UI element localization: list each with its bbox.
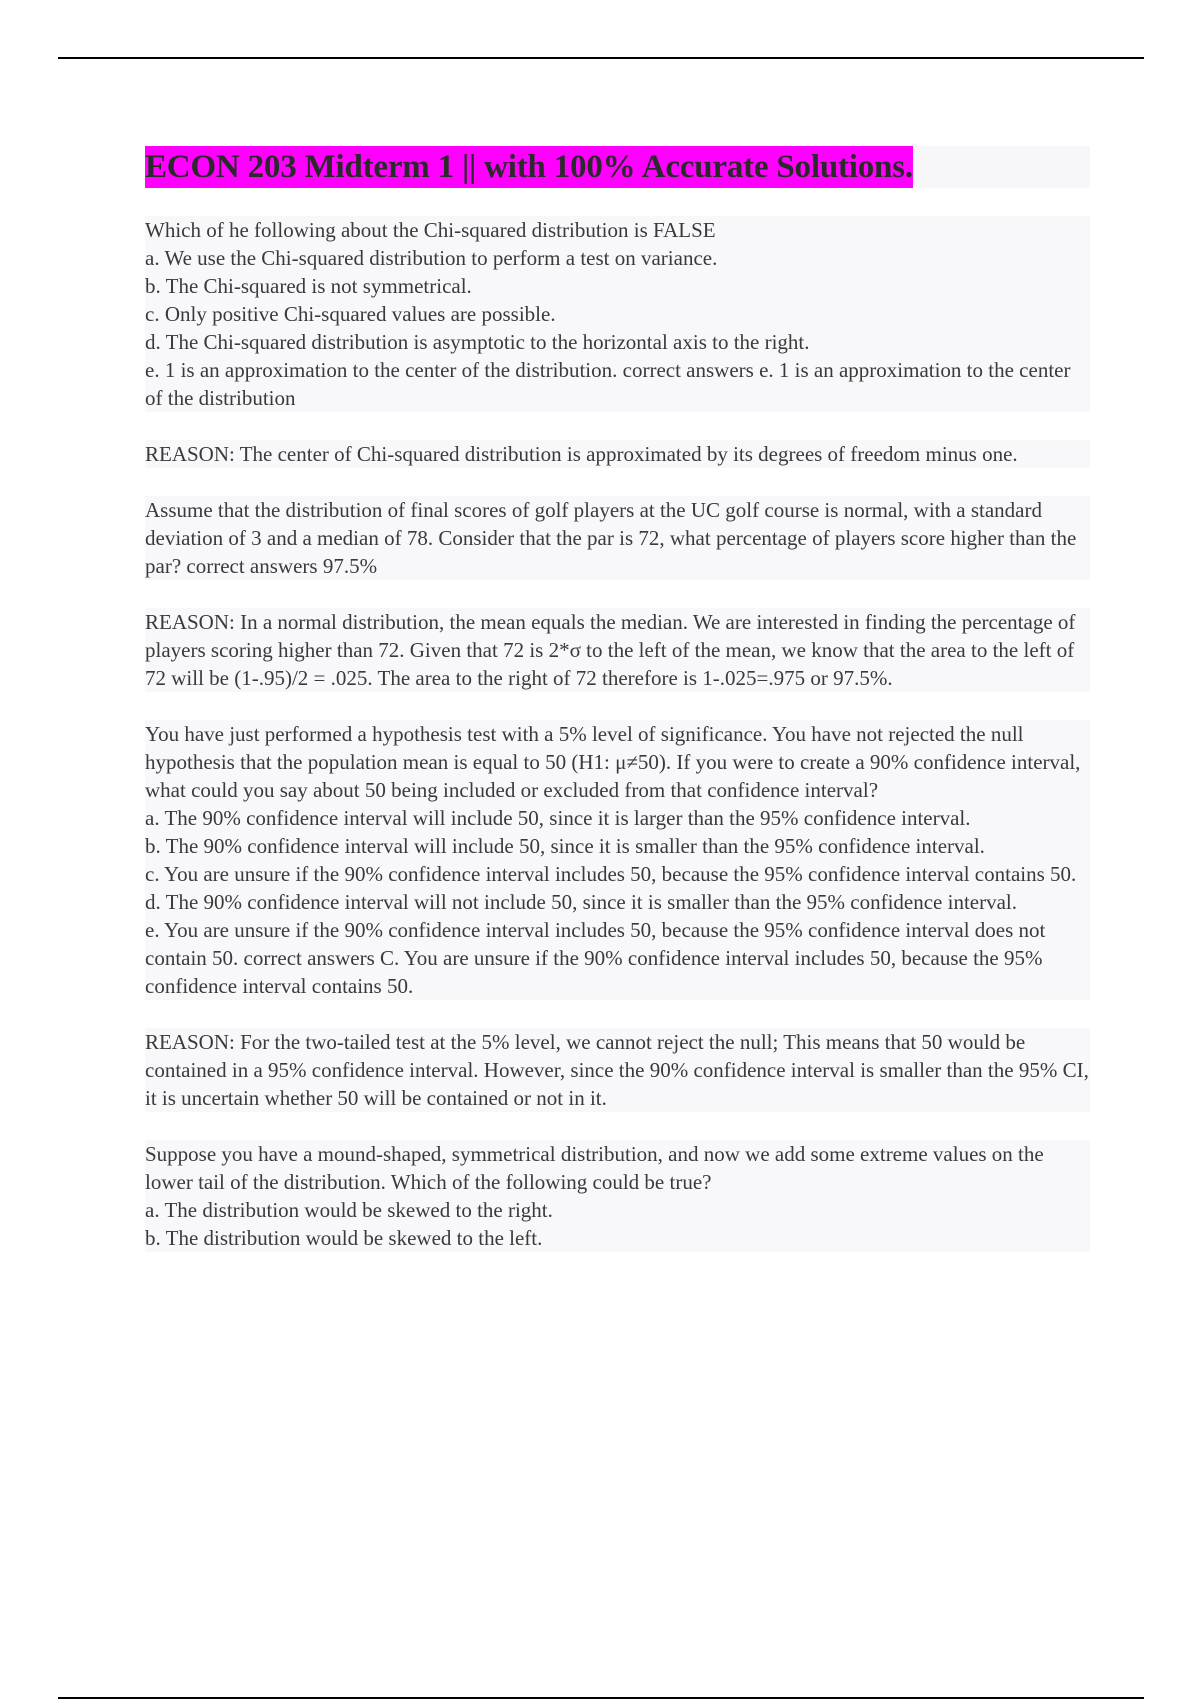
reason-3-text: REASON: For the two-tailed test at the 5% level, we cannot reject the null; This means that 50 would be contained in a 95% confidence interval. However, since the 90% confidence interval is smaller than the 95% CI, it is uncertain whether 50 will be contained or not in it. bbox=[145, 1030, 1089, 1110]
question-1-option-d: d. The Chi-squared distribution is asymptotic to the horizontal axis to the right. bbox=[145, 330, 810, 354]
question-3-option-d: d. The 90% confidence interval will not include 50, since it is smaller than the 95% confidence interval. bbox=[145, 890, 1018, 914]
question-1-option-b: b. The Chi-squared is not symmetrical. bbox=[145, 274, 472, 298]
question-3 bbox=[145, 720, 1090, 1000]
question-4 bbox=[145, 1140, 1090, 1252]
question-1-stem: Which of he following about the Chi-squared distribution is FALSE bbox=[145, 218, 716, 242]
question-3-option-c: c. You are unsure if the 90% confidence interval includes 50, because the 95% confidence interval contains 50. bbox=[145, 862, 1077, 886]
question-1 bbox=[145, 216, 1090, 412]
question-3-option-a: a. The 90% confidence interval will include 50, since it is larger than the 95% confidence interval. bbox=[145, 806, 971, 830]
reason-2 bbox=[145, 608, 1090, 692]
question-1-option-e: e. 1 is an approximation to the center of the distribution. correct answers e. 1 is an approximation to the center of the distribution bbox=[145, 358, 1071, 410]
question-4-option-b: b. The distribution would be skewed to the left. bbox=[145, 1226, 543, 1250]
top-rule bbox=[58, 57, 1144, 59]
reason-2-text: REASON: In a normal distribution, the mean equals the median. We are interested in finding the percentage of players scoring higher than 72. Given that 72 is 2*σ to the left of the mean, we know that the area to the left of 72 will be (1-.95)/2 = .025. The area to the right of 72 therefore is 1-.025=.975 or 97.5%. bbox=[145, 610, 1076, 690]
document-page bbox=[145, 146, 1090, 1280]
question-1-option-a: a. We use the Chi-squared distribution to perform a test on variance. bbox=[145, 246, 718, 270]
question-2 bbox=[145, 496, 1090, 580]
reason-1-text: REASON: The center of Chi-squared distribution is approximated by its degrees of freedom minus one. bbox=[145, 442, 1018, 466]
bottom-rule bbox=[58, 1697, 1144, 1699]
question-3-option-b: b. The 90% confidence interval will include 50, since it is smaller than the 95% confidence interval. bbox=[145, 834, 985, 858]
question-3-option-e: e. You are unsure if the 90% confidence interval includes 50, because the 95% confidence interval does not contain 50. correct answers C. You are unsure if the 90% confidence interval includes 50, because the 95% confidence interval contains 50. bbox=[145, 918, 1046, 998]
question-2-stem: Assume that the distribution of final scores of golf players at the UC golf course is normal, with a standard deviation of 3 and a median of 78. Consider that the par is 72, what percentage of players score higher than the par? correct answers 97.5% bbox=[145, 498, 1077, 578]
reason-1 bbox=[145, 440, 1090, 468]
question-1-option-c: c. Only positive Chi-squared values are possible. bbox=[145, 302, 556, 326]
title-bar bbox=[145, 146, 1090, 188]
question-4-option-a: a. The distribution would be skewed to the right. bbox=[145, 1198, 553, 1222]
question-4-stem: Suppose you have a mound-shaped, symmetrical distribution, and now we add some extreme values on the lower tail of the distribution. Which of the following could be true? bbox=[145, 1142, 1044, 1194]
question-3-stem: You have just performed a hypothesis test with a 5% level of significance. You have not rejected the null hypothesis that the population mean is equal to 50 (H1: μ≠50). If you were to create a 90% confidence interval, what could you say about 50 being included or excluded from that confidence interval? bbox=[145, 722, 1081, 802]
document-title: ECON 203 Midterm 1 || with 100% Accurate Solutions. bbox=[145, 146, 913, 188]
reason-3 bbox=[145, 1028, 1090, 1112]
